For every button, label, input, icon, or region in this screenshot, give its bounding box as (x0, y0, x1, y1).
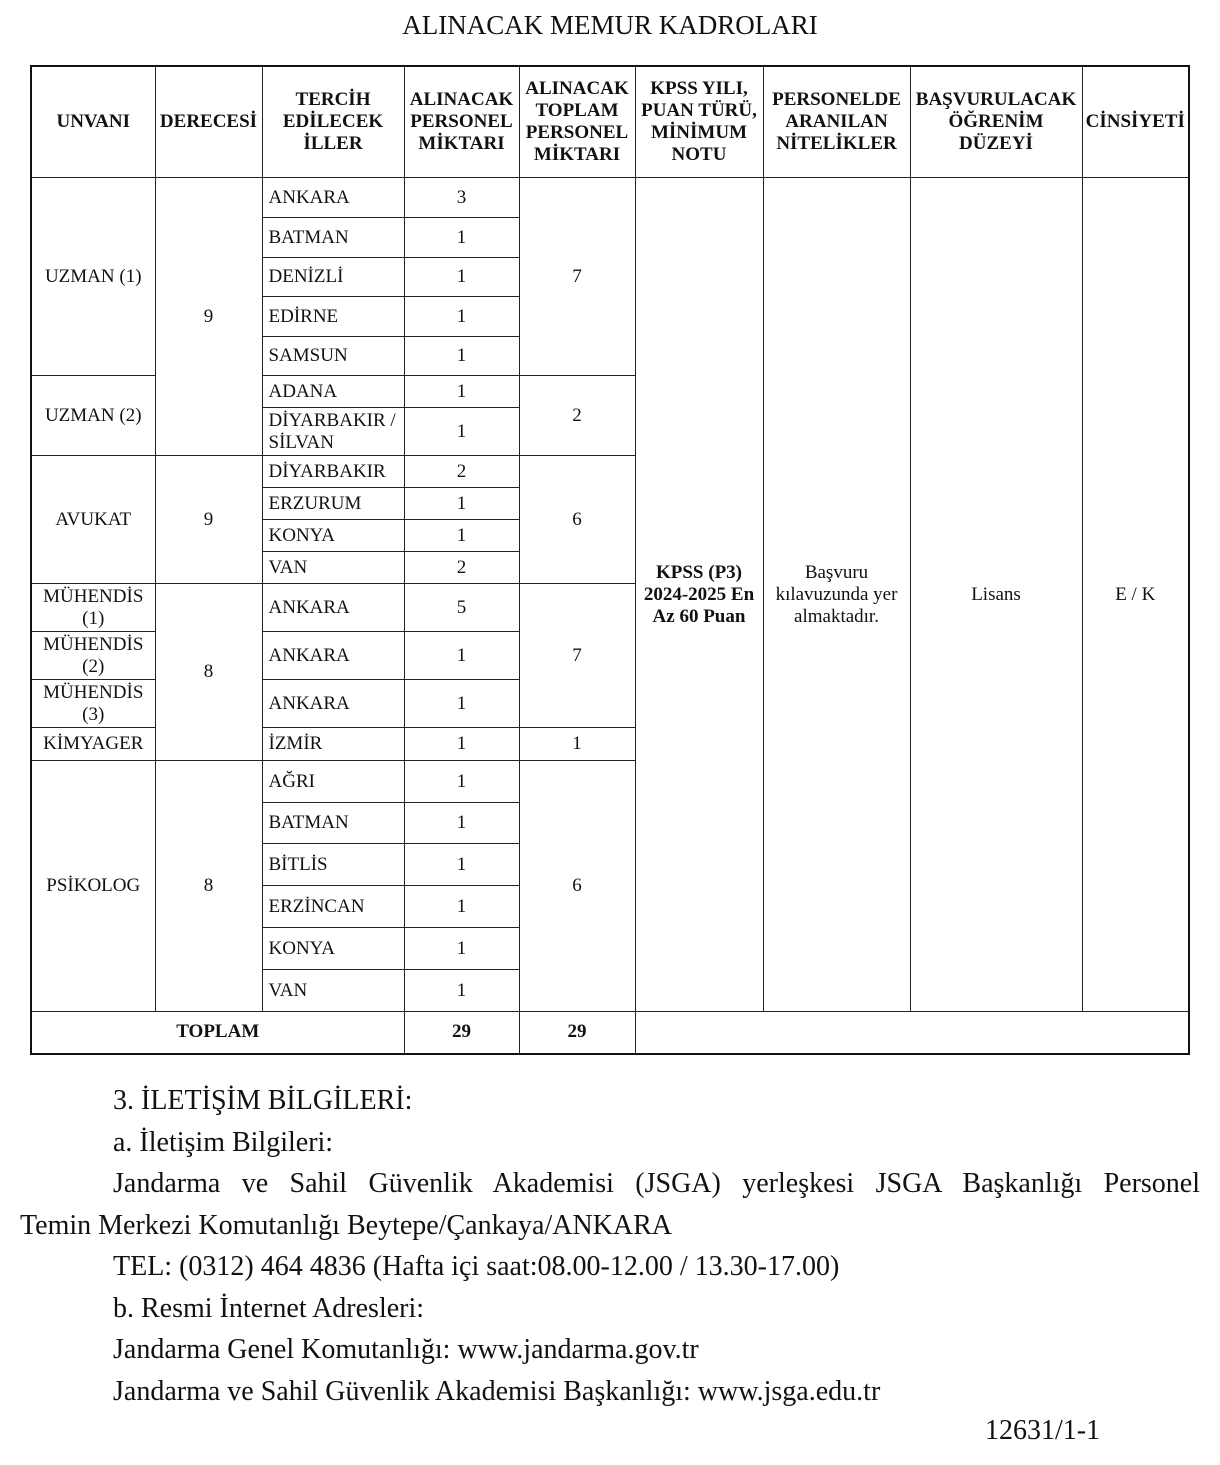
contact-subheading-a: a. İletişim Bilgileri: (113, 1126, 334, 1158)
column-header: TERCİH EDİLECEK İLLER (262, 66, 404, 178)
total-cell: 6 (519, 761, 635, 1012)
column-header: CİNSİYETİ (1082, 66, 1189, 178)
il-cell: DENİZLİ (262, 258, 404, 297)
unvan-cell: MÜHENDİS (3) (31, 680, 155, 728)
count-cell: 1 (404, 844, 519, 886)
total-row (31, 1012, 1189, 1054)
il-cell: BİTLİS (262, 844, 404, 886)
telephone: TEL: (0312) 464 4836 (Hafta içi saat:08.00-12.00 / 13.30-17.00) (113, 1251, 840, 1282)
il-cell: VAN (262, 552, 404, 584)
contact-subheading-b: b. Resmi İnternet Adresleri: (113, 1292, 425, 1324)
count-cell: 1 (404, 728, 519, 761)
website-jandarma: Jandarma Genel Komutanlığı: www.jandarma.gov.tr (113, 1334, 699, 1365)
contact-section (20, 1080, 1200, 1412)
count-cell: 1 (404, 761, 519, 803)
il-cell: KONYA (262, 520, 404, 552)
total-cell: 2 (519, 376, 635, 456)
contact-heading: 3. İLETİŞİM BİLGİLERİ: (113, 1085, 413, 1116)
page-number: 12631/1-1 (985, 1415, 1101, 1446)
table-row (31, 178, 1189, 218)
column-header: PERSONELDE ARANILAN NİTELİKLER (763, 66, 910, 178)
total-count: 29 (404, 1012, 519, 1054)
derece-cell: 9 (155, 178, 262, 456)
unvan-cell: MÜHENDİS (2) (31, 632, 155, 680)
il-cell: DİYARBAKIR / SİLVAN (262, 408, 404, 456)
column-header: DERECESİ (155, 66, 262, 178)
il-cell: ERZURUM (262, 488, 404, 520)
count-cell: 2 (404, 456, 519, 488)
education-level-cell: Lisans (910, 178, 1082, 1012)
column-header: UNVANI (31, 66, 155, 178)
empty-cell (635, 1012, 1189, 1054)
total-overall: 29 (519, 1012, 635, 1054)
il-cell: ANKARA (262, 178, 404, 218)
total-label: TOPLAM (31, 1012, 404, 1054)
unvan-cell: PSİKOLOG (31, 761, 155, 1012)
il-cell: EDİRNE (262, 297, 404, 337)
il-cell: ADANA (262, 376, 404, 408)
il-cell: DİYARBAKIR (262, 456, 404, 488)
total-cell: 7 (519, 584, 635, 728)
unvan-cell: KİMYAGER (31, 728, 155, 761)
unvan-cell: AVUKAT (31, 456, 155, 584)
column-header: KPSS YILI, PUAN TÜRÜ, MİNİMUM NOTU (635, 66, 763, 178)
count-cell: 1 (404, 258, 519, 297)
derece-cell: 9 (155, 456, 262, 584)
il-cell: ANKARA (262, 584, 404, 632)
count-cell: 1 (404, 520, 519, 552)
website-jsga: Jandarma ve Sahil Güvenlik Akademisi Başkanlığı: www.jsga.edu.tr (113, 1375, 881, 1407)
count-cell: 2 (404, 552, 519, 584)
count-cell: 1 (404, 632, 519, 680)
total-cell: 1 (519, 728, 635, 761)
derece-cell: 8 (155, 584, 262, 761)
il-cell: BATMAN (262, 803, 404, 844)
header-row (31, 66, 1189, 178)
count-cell: 3 (404, 178, 519, 218)
column-header: ALINACAK TOPLAM PERSONEL MİKTARI (519, 66, 635, 178)
count-cell: 1 (404, 970, 519, 1012)
count-cell: 1 (404, 488, 519, 520)
il-cell: KONYA (262, 928, 404, 970)
unvan-cell: UZMAN (1) (31, 178, 155, 376)
address-line-1: Jandarma ve Sahil Güvenlik Akademisi (JSGA) yerleşkesi JSGA Başkanlığı Personel (113, 1168, 1200, 1199)
count-cell: 1 (404, 218, 519, 258)
gender-cell: E / K (1082, 178, 1189, 1012)
column-header: ALINACAK PERSONEL MİKTARI (404, 66, 519, 178)
kpss-cell: KPSS (P3) 2024-2025 En Az 60 Puan (635, 178, 763, 1012)
count-cell: 1 (404, 376, 519, 408)
unvan-cell: UZMAN (2) (31, 376, 155, 456)
address-line-2: Temin Merkezi Komutanlığı Beytepe/Çankaya/ANKARA (20, 1209, 672, 1241)
count-cell: 1 (404, 297, 519, 337)
il-cell: ERZİNCAN (262, 886, 404, 928)
count-cell: 1 (404, 886, 519, 928)
qualifications-cell: Başvuru kılavuzunda yer almaktadır. (763, 178, 910, 1012)
il-cell: İZMİR (262, 728, 404, 761)
total-cell: 7 (519, 178, 635, 376)
positions-table (30, 65, 1190, 1055)
il-cell: ANKARA (262, 632, 404, 680)
il-cell: AĞRI (262, 761, 404, 803)
il-cell: BATMAN (262, 218, 404, 258)
count-cell: 5 (404, 584, 519, 632)
count-cell: 1 (404, 680, 519, 728)
il-cell: SAMSUN (262, 337, 404, 376)
count-cell: 1 (404, 928, 519, 970)
total-cell: 6 (519, 456, 635, 584)
page-title: ALINACAK MEMUR KADROLARI (402, 10, 818, 40)
column-header: BAŞVURULACAK ÖĞRENİM DÜZEYİ (910, 66, 1082, 178)
count-cell: 1 (404, 803, 519, 844)
count-cell: 1 (404, 408, 519, 456)
il-cell: VAN (262, 970, 404, 1012)
count-cell: 1 (404, 337, 519, 376)
unvan-cell: MÜHENDİS (1) (31, 584, 155, 632)
derece-cell: 8 (155, 761, 262, 1012)
il-cell: ANKARA (262, 680, 404, 728)
